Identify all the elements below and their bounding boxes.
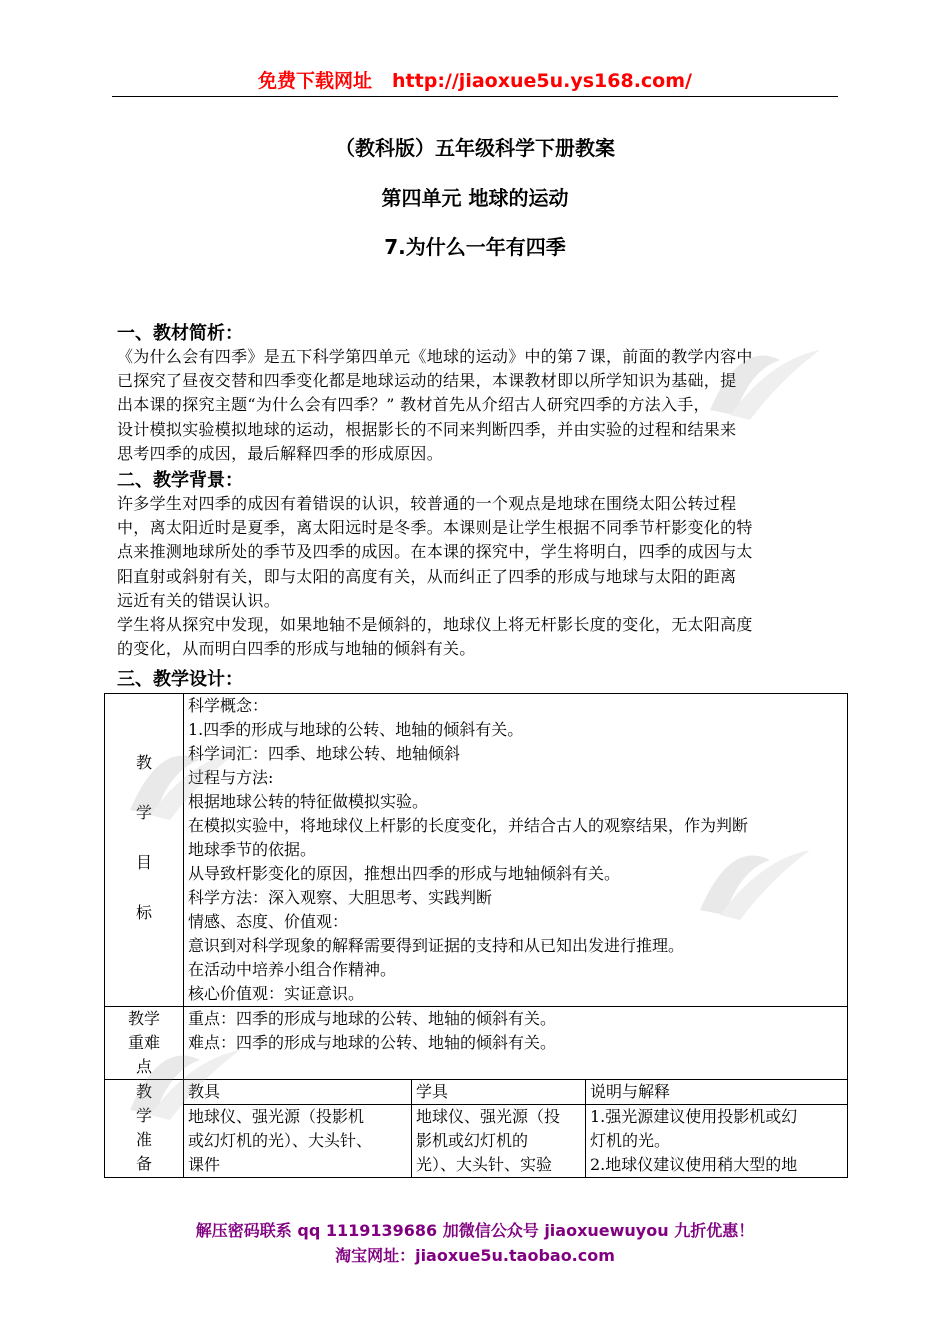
goal-line: 核心价值观：实证意识。 [188, 984, 365, 1003]
prep-line: 影机或幻灯机的 [416, 1131, 529, 1150]
design-table [104, 693, 848, 1178]
goal-line: 科学词汇：四季、地球公转、地轴倾斜 [188, 744, 461, 763]
section2-line: 的变化，从而明白四季的形成与地轴的倾斜有关。 [117, 639, 476, 659]
keypoints-label-line: 点 [135, 1057, 152, 1076]
section2-line: 点来推测地球所处的季节及四季的成因。在本课的探究中，学生将明白，四季的成因与太 [117, 542, 753, 562]
section1-line: 已探究了昼夜交替和四季变化都是地球运动的结果，本课教材即以所学知识为基础，提 [117, 371, 737, 391]
page-header [112, 68, 838, 97]
footer-shop-url[interactable]: 淘宝网址：jiaoxue5u.taobao.com [335, 1246, 615, 1265]
unit-title: 第四单元 地球的运动 [381, 186, 569, 210]
section2-line: 学生将从探究中发现，如果地轴不是倾斜的，地球仪上将无杆影长度的变化，无太阳高度 [117, 615, 753, 635]
goals-label-char: 教 [135, 753, 152, 772]
prep-header-notes: 说明与解释 [586, 1080, 848, 1105]
goals-label-char: 标 [135, 903, 152, 922]
header-label: 免费下载网址 [258, 70, 373, 92]
goals-content-cell [184, 694, 848, 1007]
prep-label-cell [105, 1080, 184, 1178]
section1-line: 思考四季的成因，最后解释四季的形成原因。 [117, 443, 444, 463]
goal-line: 情感、态度、价值观： [188, 912, 349, 931]
section2-heading: 二、教学背景： [117, 470, 243, 491]
goals-row [105, 694, 848, 1007]
keypoints-label-line: 教学 [127, 1009, 160, 1028]
goal-line: 从导致杆影变化的原因，推想出四季的形成与地轴倾斜有关。 [188, 864, 621, 883]
prep-line: 灯机的光。 [590, 1131, 671, 1150]
keypoints-label-line: 重难 [127, 1033, 160, 1052]
goal-line: 科学方法：深入观察、大胆思考、实践判断 [188, 888, 493, 907]
prep-cell-student-aids [412, 1105, 586, 1178]
keypoints-row [105, 1007, 848, 1080]
section1-heading: 一、教材简析： [117, 323, 243, 344]
prep-content-row [105, 1105, 848, 1178]
prep-label-char: 备 [135, 1154, 152, 1173]
section1-line: 设计模拟实验模拟地球的运动，根据影长的不同来判断四季，并由实验的过程和结果来 [117, 419, 737, 439]
prep-line: 课件 [188, 1155, 221, 1174]
goals-label-cell [105, 694, 184, 1007]
prep-cell-notes [586, 1105, 848, 1178]
section3-heading: 三、教学设计： [117, 669, 243, 690]
goal-line: 过程与方法: [188, 768, 274, 787]
prep-line: 1.强光源建议使用投影机或幻 [590, 1107, 798, 1126]
section2-line: 远近有关的错误认识。 [117, 590, 281, 610]
footer-contact: 解压密码联系 qq 1119139686 加微信公众号 jiaoxuewuyou 九折优惠！ [195, 1221, 755, 1240]
section2-line: 中，离太阳近时是夏季，离太阳远时是冬季。本课则是让学生根据不同季节杆影变化的特 [117, 518, 753, 538]
section1-body [117, 345, 837, 466]
goals-label-char: 目 [135, 853, 152, 872]
prep-line: 光）、大头针、实验 [416, 1155, 553, 1174]
prep-line: 地球仪、强光源（投 [416, 1107, 561, 1126]
goal-line: 在模拟实验中，将地球仪上杆影的长度变化，并结合古人的观察结果，作为判断 [188, 816, 749, 835]
prep-cell-teaching-aids [184, 1105, 412, 1178]
prep-line: 2.地球仪建议使用稍大型的地 [590, 1155, 798, 1174]
goal-line: 科学概念： [188, 696, 269, 715]
section1-line: 《为什么会有四季》是五下科学第四单元《地球的运动》中的第７课，前面的教学内容中 [117, 347, 753, 366]
prep-header-row [105, 1080, 848, 1105]
goal-line: 意识到对科学现象的解释需要得到证据的支持和从已知出发进行推理。 [188, 936, 685, 955]
section2-body [117, 492, 837, 661]
section2-line: 许多学生对四季的成因有着错误的认识，较普通的一个观点是地球在围绕太阳公转过程 [117, 494, 737, 513]
main-title: （教科版）五年级科学下册教案 [335, 136, 615, 160]
goal-line: 根据地球公转的特征做模拟实验。 [188, 792, 429, 811]
keypoints-label-cell [105, 1007, 184, 1080]
keypoint-line: 重点：四季的形成与地球的公转、地轴的倾斜有关。 [188, 1009, 557, 1028]
prep-label-char: 教 [135, 1082, 152, 1101]
prep-line: 或幻灯机的光）、大头针、 [188, 1131, 373, 1150]
section1-line: 出本课的探究主题“为什么会有四季？” 教材首先从介绍古人研究四季的方法入手， [117, 395, 710, 415]
header-url[interactable]: http://jiaoxue5u.ys168.com/ [392, 70, 692, 92]
prep-header-student-aids: 学具 [412, 1080, 586, 1105]
goal-line: 地球季节的依据。 [188, 840, 317, 859]
prep-label-char: 准 [135, 1130, 152, 1149]
prep-label-char: 学 [135, 1106, 152, 1125]
section2-line: 阳直射或斜射有关，即与太阳的高度有关，从而纠正了四季的形成与地球与太阳的距离 [117, 566, 737, 586]
prep-header-teaching-aids: 教具 [184, 1080, 412, 1105]
keypoint-line: 难点：四季的形成与地球的公转、地轴的倾斜有关。 [188, 1033, 557, 1052]
goals-label-char: 学 [135, 803, 152, 822]
keypoints-content-cell [184, 1007, 848, 1080]
goal-line: 1.四季的形成与地球的公转、地轴的倾斜有关。 [188, 720, 524, 739]
goal-line: 在活动中培养小组合作精神。 [188, 960, 397, 979]
lesson-title: 7.为什么一年有四季 [384, 235, 566, 259]
prep-line: 地球仪、强光源（投影机 [188, 1107, 365, 1126]
